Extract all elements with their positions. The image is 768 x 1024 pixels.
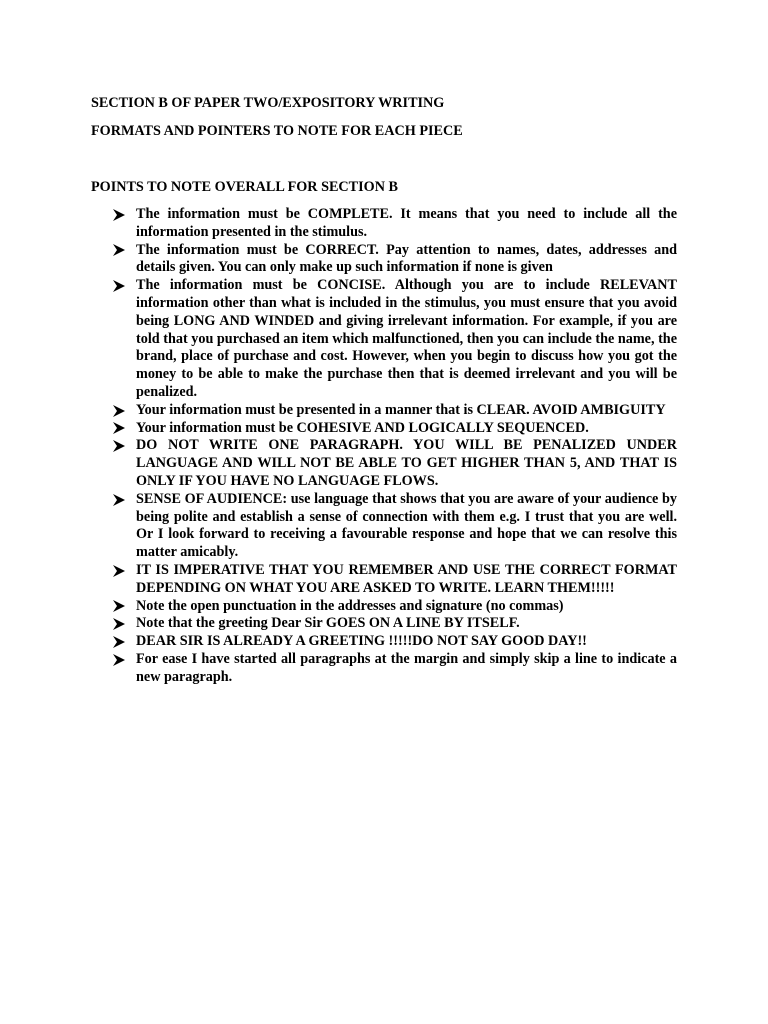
list-item [113,242,677,278]
arrowhead-bullet-icon [113,402,136,420]
points-heading: POINTS TO NOTE OVERALL FOR SECTION B [91,179,398,195]
list-item [113,562,677,598]
arrowhead-bullet-icon [113,633,136,651]
points-list [113,206,677,687]
list-item-text: Note that the greeting Dear Sir GOES ON A LINE BY ITSELF. [136,615,520,632]
list-item [113,651,677,687]
list-item-text: The information must be COMPLETE. It means that you need to include all the information presented in the stimulus. [136,206,677,240]
section-subtitle: FORMATS AND POINTERS TO NOTE FOR EACH PIECE [91,123,463,139]
section-title: SECTION B OF PAPER TWO/EXPOSITORY WRITING [91,95,445,111]
list-item [113,633,677,651]
list-item-text: IT IS IMPERATIVE THAT YOU REMEMBER AND USE THE CORRECT FORMAT DEPENDING ON WHAT YOU ARE ASKED TO WRITE. LEARN THEM!!!!! [136,561,677,596]
list-item-text: Your information must be presented in a manner that is CLEAR. AVOID AMBIGUITY [136,401,666,418]
list-item-text: The information must be CORRECT. Pay attention to names, dates, addresses and details given. You can only make up such information if none is given [136,241,677,276]
list-item [113,491,677,562]
list-item [113,615,677,633]
arrowhead-bullet-icon [113,206,136,224]
arrowhead-bullet-icon [113,242,136,260]
arrowhead-bullet-icon [113,491,136,509]
list-item [113,206,677,242]
list-item-text: DEAR SIR IS ALREADY A GREETING !!!!!DO NOT SAY GOOD DAY!! [136,633,587,650]
arrowhead-bullet-icon [113,598,136,616]
list-item [113,402,677,420]
list-item [113,598,677,616]
list-item-text: Your information must be COHESIVE AND LOGICALLY SEQUENCED. [136,419,589,436]
arrowhead-bullet-icon [113,437,136,455]
list-item [113,277,677,402]
arrowhead-bullet-icon [113,420,136,438]
list-item [113,420,677,438]
list-item [113,437,677,490]
arrowhead-bullet-icon [113,615,136,633]
list-item-text: DO NOT WRITE ONE PARAGRAPH. YOU WILL BE PENALIZED UNDER LANGUAGE AND WILL NOT BE ABLE TO GET HIGHER THAN 5, AND THAT IS ONLY IF YOU HAVE NO LANGUAGE FLOWS. [136,437,677,489]
list-item-text: SENSE OF AUDIENCE: use language that shows that you are aware of your audience by being polite and establish a sense of connection with them e.g. I trust that you are well. Or I look forward to receiving a favourable response and hope that we can resolve this matter amicably. [136,490,677,561]
arrowhead-bullet-icon [113,651,136,669]
list-item-text: For ease I have started all paragraphs at the margin and simply skip a line to indicate a new paragraph. [136,650,677,685]
list-item-text: Note the open punctuation in the addresses and signature (no commas) [136,597,564,614]
list-item-text: The information must be CONCISE. Although you are to include RELEVANT information other than what is included in the stimulus, you must ensure that you avoid being LONG AND WINDED and giving irrelevant information. For example, if you are told that you purchased an item which malfunctioned, then you can include the name, the brand, place of purchase and cost. However, when you begin to discuss how you got the money to be able to make the purchase then that is deemed irrelevant and you will be penalized. [136,277,677,400]
arrowhead-bullet-icon [113,562,136,580]
arrowhead-bullet-icon [113,277,136,295]
